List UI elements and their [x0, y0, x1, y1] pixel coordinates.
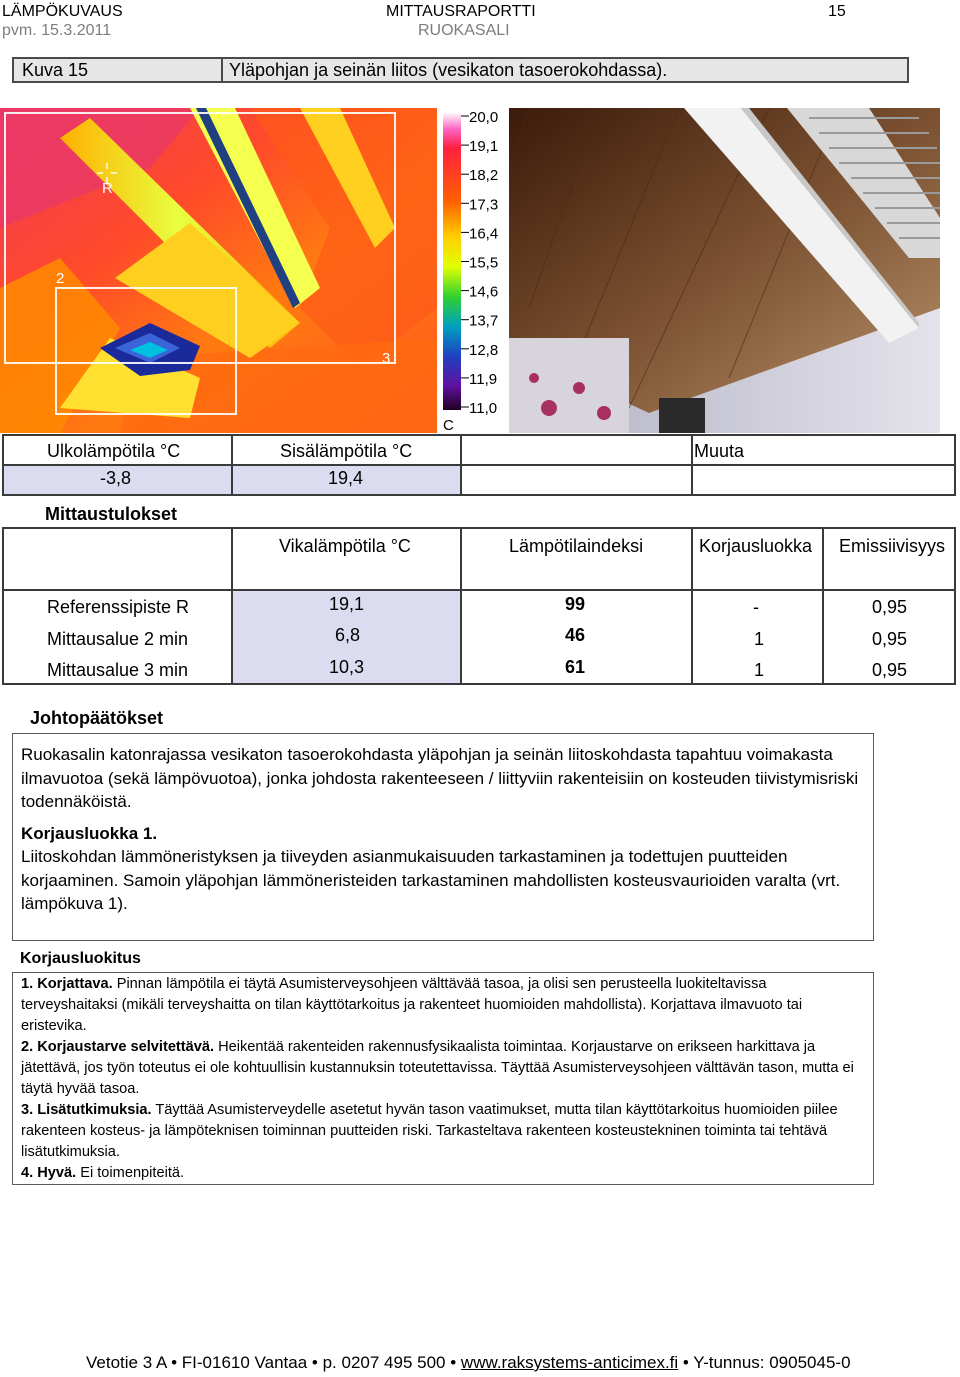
- scale-unit: C: [443, 417, 454, 433]
- row-label: Mittausalue 3 min: [47, 660, 189, 680]
- footer-bullet: •: [171, 1353, 178, 1372]
- row-class: 1: [754, 629, 765, 649]
- col-emis-header: Emissiivisyys: [839, 536, 945, 556]
- scale-label: 11,9: [469, 370, 498, 388]
- footer-bullet: •: [450, 1353, 457, 1372]
- ref-marker-label: R: [102, 180, 113, 197]
- footer-address: Vetotie 3 A: [86, 1353, 167, 1372]
- outdoor-temp-label: Ulkolämpötila °C: [47, 441, 181, 461]
- row-index: 61: [565, 657, 586, 677]
- class-item-heading: 1. Korjattava.: [21, 976, 113, 992]
- scale-label: 18,2: [469, 167, 499, 185]
- row-label: Mittausalue 2 min: [47, 629, 189, 649]
- figure-caption-row: [12, 57, 909, 83]
- row-index: 46: [565, 625, 586, 645]
- row-class: 1: [754, 660, 765, 680]
- scale-label: 15,5: [469, 254, 499, 272]
- class-item-heading: 2. Korjaustarve selvitettävä.: [21, 1039, 215, 1055]
- area3-marker-label: 3: [382, 350, 391, 367]
- class-item: [21, 1163, 865, 1184]
- footer-city: FI-01610 Vantaa: [181, 1353, 308, 1372]
- col-temp-header: Vikalämpötila °C: [279, 536, 411, 556]
- conclusion-class-heading: Korjausluokka 1.: [21, 823, 158, 843]
- room-name: RUOKASALI: [418, 22, 510, 39]
- conclusions-box: [12, 733, 874, 941]
- class-item: [21, 1100, 865, 1163]
- page-number: 15: [828, 3, 846, 20]
- footer-business-id: Y-tunnus: 0905045-0: [693, 1353, 851, 1372]
- results-header-blank: [2, 527, 233, 591]
- scale-label: 14,6: [469, 283, 499, 301]
- class-item-text: Ei toimenpiteitä.: [76, 1165, 185, 1181]
- indoor-temp-value: 19,4: [328, 468, 364, 488]
- class-item: [21, 974, 865, 1037]
- footer-phone: p. 0207 495 500: [322, 1353, 446, 1372]
- scale-label: 17,3: [469, 196, 499, 214]
- other-value-cell: [691, 464, 956, 496]
- scale-label: 16,4: [469, 225, 499, 243]
- footer: [86, 1352, 886, 1374]
- results-title: Mittaustulokset: [45, 504, 178, 524]
- classes-box: [12, 972, 874, 1185]
- class-item-text: Heikentää rakenteiden rakennusfysikaalista toimintaa. Korjaustarve on erikseen harkittava ja jätettävä, jos työn toteutus ei ole kohtuullisin kustannuksin toteutettavissa. Täyttää Asumisterveysohjeen välttävän tason, mutta ei täytä hyvää tasoa.: [21, 1039, 854, 1097]
- footer-website-link[interactable]: www.raksystems-anticimex.fi: [460, 1353, 679, 1372]
- blank-cell: [460, 434, 693, 466]
- conclusion-recommendation: Liitoskohdan lämmöneristyksen ja tiiveyden asianmukaisuuden tarkastaminen ja todettujen puutteiden korjaaminen. Samoin yläpohjan lämmöneristeiden tarkastaminen mahdollisten kosteusvaurioiden varalta (vrt. lämpökuva 1).: [21, 847, 841, 913]
- blank-value-cell: [460, 464, 693, 496]
- row-emissivity: 0,95: [872, 597, 908, 617]
- footer-bullet: •: [682, 1353, 689, 1372]
- conclusions-title: Johtopäätökset: [30, 708, 164, 728]
- row-temp: 10,3: [329, 657, 365, 677]
- scale-labels: [461, 109, 498, 417]
- thermal-image: [0, 108, 437, 433]
- scale-label: 12,8: [469, 341, 499, 359]
- row-emissivity: 0,95: [872, 629, 908, 649]
- class-item-text: Täyttää Asumisterveydelle asetetut hyvän tason vaatimukset, mutta tilan käyttötarkoitus huomioiden piilee rakenteen kosteus- ja lämpöteknisen toiminnan puutteiden riski. Tarkasteltava rakenteen kosteustekninen toiminta tai tehtävä lisätutkimuksia.: [21, 1102, 838, 1160]
- class-item-heading: 4. Hyvä.: [21, 1165, 77, 1181]
- other-label: Muuta: [694, 441, 745, 461]
- indoor-temp-label: Sisälämpötila °C: [280, 441, 413, 461]
- row-label: Referenssipiste R: [47, 597, 190, 617]
- row-temp: 6,8: [335, 625, 361, 645]
- figure-label: Kuva 15: [14, 59, 223, 81]
- classes-title: Korjausluokitus: [20, 950, 141, 967]
- col-index-header: Lämpötilaindeksi: [509, 536, 644, 556]
- row-temp: 19,1: [329, 594, 365, 614]
- conclusion-paragraph: Ruokasalin katonrajassa vesikaton tasoerokohdasta yläpohjan ja seinän liitoskohdasta tapahtuu voimakasta ilmavuotoa (sekä lämpövuotoa), jonka johdosta rakenteeseen / liittyviin rakenteisiin on kosteuden tiivistymisriski todennäköistä.: [21, 745, 859, 811]
- row-class: -: [753, 597, 759, 617]
- row-index: 99: [565, 594, 586, 614]
- temperature-scale: [437, 108, 509, 433]
- area2-marker-label: 2: [56, 270, 65, 287]
- report-date: pvm. 15.3.2011: [2, 22, 112, 39]
- class-item: [21, 1037, 865, 1100]
- doc-type: LÄMPÖKUVAUS: [2, 3, 123, 20]
- row-emissivity: 0,95: [872, 660, 908, 680]
- scale-label: 13,7: [469, 312, 499, 330]
- col-class-header: Korjausluokka: [699, 536, 813, 556]
- class-item-text: Pinnan lämpötila ei täytä Asumisterveysohjeen välttävää tasoa, ja olisi sen perusteella luokiteltavissa terveyshaitaksi (mikäli terveyshaitta on tilan käyttötarkoitus ja rakenteet huomioiden mahdollista). Korjattava ilmavuoto tai eristevika.: [21, 976, 803, 1034]
- scale-label: 19,1: [469, 138, 499, 156]
- figure-caption: Yläpohjan ja seinän liitos (vesikaton tasoerokohdassa).: [223, 59, 907, 81]
- scale-label: 20,0: [469, 109, 499, 126]
- class-item-heading: 3. Lisätutkimuksia.: [21, 1102, 152, 1118]
- report-title: MITTAUSRAPORTTI: [386, 3, 536, 20]
- footer-bullet: •: [311, 1353, 318, 1372]
- scale-label: 11,0: [469, 400, 498, 417]
- outdoor-temp-value: -3,8: [100, 468, 132, 488]
- room-photo: [509, 108, 940, 433]
